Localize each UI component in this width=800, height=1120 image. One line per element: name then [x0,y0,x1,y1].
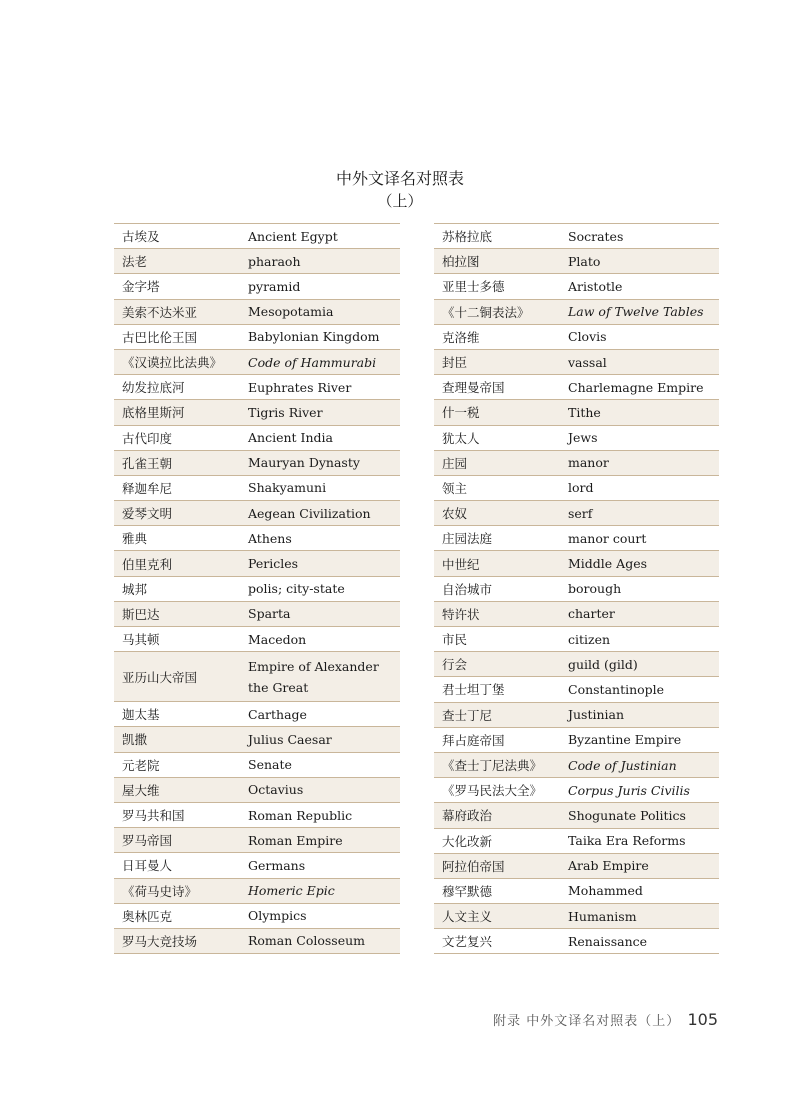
chinese-term: 人文主义 [434,904,560,929]
english-term: Shogunate Politics [560,803,719,828]
table-row [114,627,400,652]
chinese-term: 金字塔 [114,274,240,299]
page-number: 105 [687,1010,718,1029]
chinese-term: 柏拉图 [434,249,560,274]
chinese-term: 拜占庭帝国 [434,727,560,752]
table-row [114,349,400,374]
chinese-term: 《汉谟拉比法典》 [114,349,240,374]
english-term: Middle Ages [560,551,719,576]
chinese-term: 庄园 [434,450,560,475]
table-row [434,904,719,929]
chinese-term: 庄园法庭 [434,526,560,551]
english-term: Tigris River [240,400,400,425]
english-term: Justinian [560,702,719,727]
table-row [114,652,400,702]
table-row [114,828,400,853]
table-row [114,727,400,752]
table-row [114,601,400,626]
english-term: vassal [560,349,719,374]
chinese-term: 克洛维 [434,324,560,349]
english-term: Olympics [240,903,400,928]
english-term: Athens [240,526,400,551]
chinese-term: 凯撒 [114,727,240,752]
english-term: guild (gild) [560,652,719,677]
table-row [434,677,719,702]
glossary-table-left [114,223,400,954]
english-term: Roman Republic [240,802,400,827]
page-title: 中外文译名对照表 [335,169,464,188]
chinese-term: 亚历山大帝国 [114,652,240,702]
table-row [114,777,400,802]
english-term: Code of Hammurabi [240,349,400,374]
english-term: Shakyamuni [240,475,400,500]
english-term: Constantinople [560,677,719,702]
english-term: Ancient Egypt [240,224,400,249]
table-row [114,299,400,324]
table-row [434,475,719,500]
table-row [114,249,400,274]
chinese-term: 查理曼帝国 [434,375,560,400]
chinese-term: 文艺复兴 [434,929,560,954]
table-row [434,375,719,400]
table-row [114,324,400,349]
english-term: Arab Empire [560,853,719,878]
chinese-term: 古埃及 [114,224,240,249]
table-row [114,752,400,777]
english-term: Germans [240,853,400,878]
table-row [114,576,400,601]
english-term: Byzantine Empire [560,727,719,752]
chinese-term: 罗马共和国 [114,802,240,827]
english-term: lord [560,475,719,500]
chinese-term: 《十二铜表法》 [434,299,560,324]
table-row [434,727,719,752]
page-subtitle: （上） [377,192,423,210]
table-row [434,450,719,475]
table-row [114,526,400,551]
chinese-term: 穆罕默德 [434,878,560,903]
chinese-term: 雅典 [114,526,240,551]
english-term: Roman Empire [240,828,400,853]
english-term: Ancient India [240,425,400,450]
footer-label: 附录 中外文译名对照表（上） [493,1014,681,1029]
table-row [114,903,400,928]
chinese-term: 法老 [114,249,240,274]
english-term: manor [560,450,719,475]
english-term: Senate [240,752,400,777]
english-term: Code of Justinian [560,752,719,777]
page-footer [493,1010,718,1029]
english-term: Mauryan Dynasty [240,450,400,475]
chinese-term: 城邦 [114,576,240,601]
table-row [114,501,400,526]
chinese-term: 罗马帝国 [114,828,240,853]
chinese-term: 释迦牟尼 [114,475,240,500]
english-term: Corpus Juris Civilis [560,778,719,803]
table-row [434,425,719,450]
chinese-term: 领主 [434,475,560,500]
table-row [114,802,400,827]
table-row [434,324,719,349]
table-row [434,400,719,425]
english-term: Homeric Epic [240,878,400,903]
chinese-term: 亚里士多德 [434,274,560,299]
chinese-term: 市民 [434,627,560,652]
chinese-term: 《荷马史诗》 [114,878,240,903]
table-row [114,551,400,576]
chinese-term: 美索不达米亚 [114,299,240,324]
table-row [434,828,719,853]
chinese-term: 马其顿 [114,627,240,652]
chinese-term: 奥林匹克 [114,903,240,928]
english-term: Socrates [560,224,719,249]
chinese-term: 行会 [434,652,560,677]
table-row [434,274,719,299]
table-row [114,475,400,500]
english-term: manor court [560,526,719,551]
english-term: Octavius [240,777,400,802]
english-term: Tithe [560,400,719,425]
english-term: Roman Colosseum [240,928,400,953]
table-row [434,702,719,727]
table-row [434,501,719,526]
chinese-term: 特许状 [434,601,560,626]
chinese-term: 元老院 [114,752,240,777]
table-row [434,778,719,803]
chinese-term: 伯里克利 [114,551,240,576]
chinese-term: 罗马大竞技场 [114,928,240,953]
chinese-term: 幕府政治 [434,803,560,828]
table-row [434,627,719,652]
english-term: Clovis [560,324,719,349]
table-row [114,450,400,475]
table-row [114,425,400,450]
chinese-term: 封臣 [434,349,560,374]
chinese-term: 犹太人 [434,425,560,450]
glossary-table-right [434,223,719,954]
chinese-term: 古代印度 [114,425,240,450]
table-row [114,375,400,400]
english-term: Mohammed [560,878,719,903]
table-row [434,576,719,601]
chinese-term: 古巴比伦王国 [114,324,240,349]
chinese-term: 斯巴达 [114,601,240,626]
table-row [114,274,400,299]
english-term: Julius Caesar [240,727,400,752]
table-row [434,878,719,903]
chinese-term: 农奴 [434,501,560,526]
table-row [114,400,400,425]
english-term: Taika Era Reforms [560,828,719,853]
english-term: Carthage [240,702,400,727]
chinese-term: 什一税 [434,400,560,425]
chinese-term: 幼发拉底河 [114,375,240,400]
english-term: borough [560,576,719,601]
english-term: citizen [560,627,719,652]
english-term: Aegean Civilization [240,501,400,526]
table-row [434,929,719,954]
table-row [434,526,719,551]
english-term: Humanism [560,904,719,929]
table-row [434,224,719,249]
table-row [114,928,400,953]
english-term: Euphrates River [240,375,400,400]
table-row [114,853,400,878]
chinese-term: 君士坦丁堡 [434,677,560,702]
chinese-term: 查士丁尼 [434,702,560,727]
chinese-term: 《查士丁尼法典》 [434,752,560,777]
chinese-term: 《罗马民法大全》 [434,778,560,803]
table-row [114,878,400,903]
table-row [434,853,719,878]
table-row [114,702,400,727]
english-term: Aristotle [560,274,719,299]
english-term: serf [560,501,719,526]
table-row [434,601,719,626]
table-row [434,551,719,576]
english-term: Jews [560,425,719,450]
chinese-term: 孔雀王朝 [114,450,240,475]
table-row [434,249,719,274]
english-term: Plato [560,249,719,274]
english-term: Macedon [240,627,400,652]
english-term: Law of Twelve Tables [560,299,719,324]
table-row [434,803,719,828]
chinese-term: 底格里斯河 [114,400,240,425]
chinese-term: 中世纪 [434,551,560,576]
table-row [434,349,719,374]
english-term: Babylonian Kingdom [240,324,400,349]
english-term: pharaoh [240,249,400,274]
table-row [114,224,400,249]
chinese-term: 阿拉伯帝国 [434,853,560,878]
chinese-term: 屋大维 [114,777,240,802]
table-row [434,299,719,324]
english-term: Mesopotamia [240,299,400,324]
chinese-term: 日耳曼人 [114,853,240,878]
table-row [434,652,719,677]
english-term: Empire of Alexander the Great [240,652,400,702]
chinese-term: 迦太基 [114,702,240,727]
english-term: Renaissance [560,929,719,954]
table-row [434,752,719,777]
english-term: charter [560,601,719,626]
chinese-term: 苏格拉底 [434,224,560,249]
english-term: Pericles [240,551,400,576]
english-term: Charlemagne Empire [560,375,719,400]
chinese-term: 爱琴文明 [114,501,240,526]
english-term: Sparta [240,601,400,626]
english-term: pyramid [240,274,400,299]
chinese-term: 自治城市 [434,576,560,601]
english-term: polis; city-state [240,576,400,601]
chinese-term: 大化改新 [434,828,560,853]
